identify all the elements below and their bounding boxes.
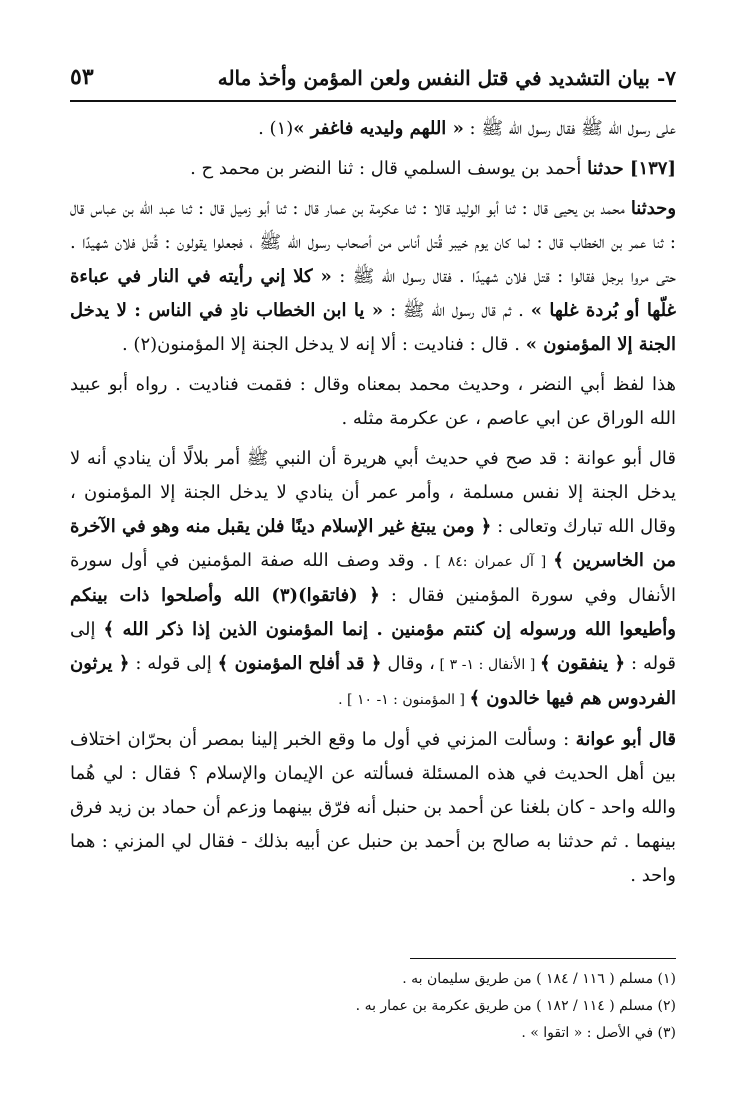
text-run: . وقد وصف الله صفة المؤمنين في أول سورة الأنفال وفي سورة المؤمنين فقال :: [70, 550, 676, 606]
text-run: أحمد بن يوسف السلمي قال : ثنا النضر بن محمد ح .: [190, 158, 588, 179]
paragraph-5: [70, 442, 676, 717]
quran-verse: ﴿ ينفقون ﴾: [539, 653, 626, 674]
text-run: هذا لفظ أبي النضر ، وحديث محمد بمعناه وقال : فقمت فناديت . رواه أبو عبيد الله الوراق عن ابي عاصم ، عن عكرمة مثله .: [70, 374, 676, 429]
prophetic-quote: « كلا إني رأيته في النار في عباءة غلّها أو بُردة غلها »: [70, 266, 676, 321]
text-run: . ثم قال رسول الله ﷺ :: [383, 300, 531, 321]
footnote-3: (٣) في الأصل : « اتقوا » .: [521, 1025, 676, 1041]
text-run: . قال : فناديت : ألا إنه لا يدخل الجنة إلا المؤمنون(٢) .: [121, 334, 526, 355]
quran-verse: ﴿ يرثون الفردوس هم فيها خالدون ﴾: [70, 653, 676, 709]
header-rule: [70, 100, 676, 102]
page-number: ٥٣: [70, 64, 94, 90]
paragraph-3: [70, 192, 676, 362]
paragraph-1: [70, 112, 676, 146]
verse-reference: [ المؤمنون : ١- ١٠ ] .: [338, 692, 470, 708]
paragraph-6: [70, 723, 676, 893]
text-run: قال أبو عوانة : قد صح في حديث أبي هريرة أن النبي ﷺ أمر بلالًا أن ينادي أنه لا يدخل الجنة إلا نفس مسلمة ، وأمر عمر أن ينادي لا يدخل الجنة إلا المؤمنون ، وقال الله تبارك وتعالى :: [70, 448, 676, 537]
text-run: ، وقال: [381, 653, 435, 674]
hadith-number: [١٣٧] حدثنا: [587, 158, 676, 179]
prophetic-quote: « يا ابن الخطاب نادِ في الناس : لا يدخل الجنة إلا المؤمنون »: [70, 300, 676, 355]
footnotes: [70, 966, 676, 1047]
text-run: على رسول الله ﷺ فقال رسول الله ﷺ :: [463, 118, 676, 139]
text-run: إلى قوله :: [129, 653, 218, 674]
text-run: إلى قوله :: [70, 619, 676, 674]
page-header: [70, 56, 676, 90]
chapter-title: ٧- بيان التشديد في قتل النفس ولعن المؤمن وأخذ ماله: [217, 66, 676, 90]
quran-verse: ﴿ (فاتقوا)(٣) الله وأصلحوا ذات بينكم وأطيعوا الله ورسوله إن كنتم مؤمنين . إنما المؤمنون الذين إذا ذكر الله ﴾: [70, 585, 676, 640]
text-run: : وسألت المزني في أول ما وقع الخبر إلينا بمصر أن بحرّان اختلاف بين أهل الحديث في هذه المسئلة فسألته عن الإيمان والإسلام ؟ فقال : لي هُما والله واحد - كان بلغنا عن أحمد بن حنبل أنه فرّق بينهما وزعم أن حماد بن زيد فرق بينهما . ثم حدثنا به صالح بن أحمد بن حنبل عن أبيه بذلك - فقال لي المزني : هما واحد .: [70, 729, 676, 886]
footnote-1: (١) مسلم ( ١١٦ / ١٨٤ ) من طريق سليمان به .: [402, 971, 676, 987]
footnote-ref: (١) .: [258, 118, 294, 139]
quran-verse: ﴿ قد أفلح المؤمنون ﴾: [217, 653, 382, 674]
verse-reference: [ الأنفال : ١- ٣ ]: [434, 657, 540, 673]
verse-reference: [ آل عمران :٨٤ ]: [428, 554, 554, 570]
narration-start: وحدثنا: [630, 198, 677, 219]
paragraph-2: [70, 152, 676, 186]
prophetic-quote: « اللهم وليديه فاغفر »: [293, 118, 464, 139]
speaker-name: قال أبو عوانة: [575, 729, 676, 750]
quran-verse: ﴿ ومن يبتغ غير الإسلام دينًا فلن يقبل منه وهو في الآخرة من الخاسرين ﴾: [70, 516, 676, 571]
footnote-separator: [410, 958, 676, 959]
footnote-2: (٢) مسلم ( ١١٤ / ١٨٢ ) من طريق عكرمة بن عمار به .: [355, 998, 676, 1014]
text-run: محمد بن يحيى قال : ثنا أبو الوليد قالا : ثنا عكرمة بن عمار قال : ثنا أبو زميل قال : ثنا عبد الله بن عباس قال : ثنا عمر بن الخطاب قال : لما كان يوم خيبر قُتل أناس من أصحاب رسول الله ﷺ ، فجعلوا يقولون : قُتل فلان شهيدًا . حتى مروا برجل فقالوا : قتل فلان شهيدًا . فقال رسول الله ﷺ :: [70, 198, 676, 287]
main-text: [70, 112, 676, 893]
paragraph-4: [70, 368, 676, 436]
